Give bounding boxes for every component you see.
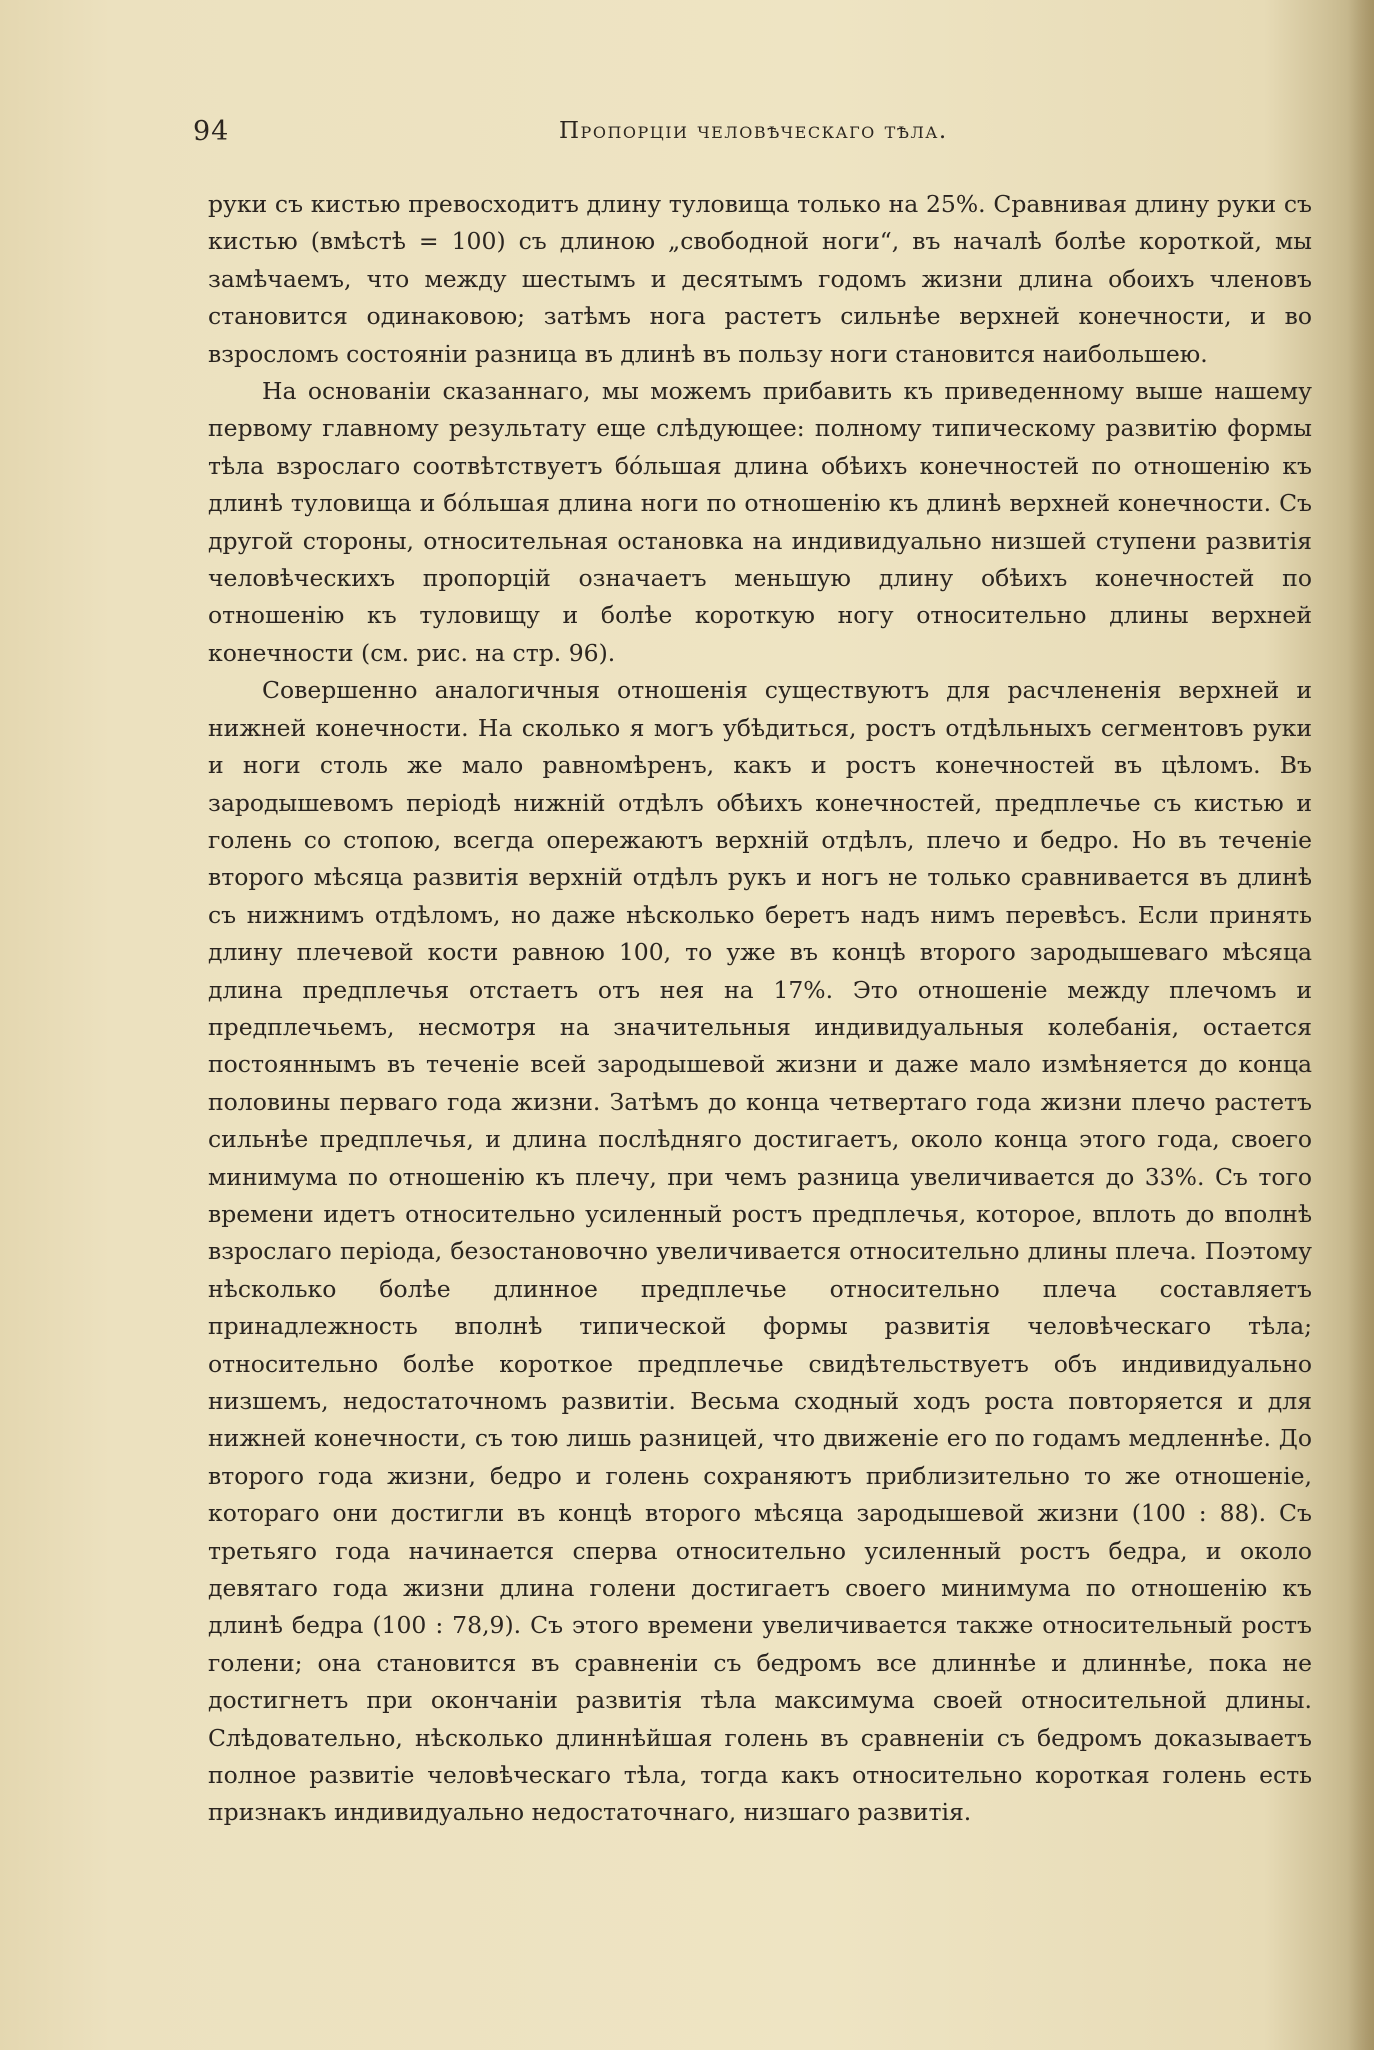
paragraph-continuation: руки съ кистью превосходитъ длину туловища только на 25%. Сравнивая длину руки съ кистью (вмѣстѣ = 100) съ длиною „свободной ноги“, въ началѣ болѣе короткой, мы замѣчаемъ, что между шестымъ и десятымъ годомъ жизни длина обоихъ членовъ становится одинаковою; затѣмъ нога растетъ сильнѣе верхней конечности, и во взросломъ состояніи разница въ длинѣ въ пользу ноги становится наибольшею.	[208, 190, 1312, 368]
body-text	[208, 186, 1312, 1832]
page-number: 94	[193, 116, 230, 147]
paragraph: На основаніи сказаннаго, мы можемъ прибавить къ приведенному выше нашему первому главному результату еще слѣдующее: полному типическому развитію формы тѣла взрослаго соотвѣтствуетъ бо́льшая длина обѣихъ конечностей по отношенію къ длинѣ туловища и бо́льшая длина ноги по отношенію къ длинѣ верхней конечности. Съ другой стороны, относительная остановка на индивидуально низшей ступени развитія человѣческихъ пропорцій означаетъ меньшую длину обѣихъ конечностей по отношенію къ туловищу и болѣе короткую ногу относительно длины верхней конечности (см. рис. на стр. 96).	[208, 377, 1312, 667]
running-title: Пропорціи человѣческаго тѣла.	[559, 118, 948, 144]
page-binding-shadow	[1348, 0, 1374, 2050]
paragraph: Совершенно аналогичныя отношенія существуютъ для расчлененія верхней и нижней конечности. На сколько я могъ убѣдиться, ростъ отдѣльныхъ сегментовъ руки и ноги столь же мало равномѣренъ, какъ и ростъ конечностей въ цѣломъ. Въ зародышевомъ періодѣ нижній отдѣлъ обѣихъ конечностей, предплечье съ кистью и голень со стопою, всегда опережаютъ верхній отдѣлъ, плечо и бедро. Но въ теченіе второго мѣсяца развитія верхній отдѣлъ рукъ и ногъ не только сравнивается въ длинѣ съ нижнимъ отдѣломъ, но даже нѣсколько беретъ надъ нимъ перевѣсъ. Если принять длину плечевой кости равною 100, то уже въ концѣ второго зародышеваго мѣсяца длина предплечья отстаетъ отъ нея на 17%. Это отношеніе между плечомъ и предплечьемъ, несмотря на значительныя индивидуальныя колебанія, остается постояннымъ въ теченіе всей зародышевой жизни и даже мало измѣняется до конца половины перваго года жизни. Затѣмъ до конца четвертаго года жизни плечо растетъ сильнѣе предплечья, и длина послѣдняго достигаетъ, около конца этого года, своего минимума по отношенію къ плечу, при чемъ разница увеличивается до 33%. Съ того времени идетъ относительно усиленный ростъ предплечья, которое, вплоть до вполнѣ взрослаго періода, безостановочно увеличивается относительно длины плеча. Поэтому нѣсколько болѣе длинное предплечье относительно плеча составляетъ принадлежность вполнѣ типической формы развитія человѣческаго тѣла; относительно болѣе короткое предплечье свидѣтельствуетъ объ индивидуально низшемъ, недостаточномъ развитіи. Весьма сходный ходъ роста повторяется и для нижней конечности, съ тою лишь разницей, что движеніе его по годамъ медленнѣе. До второго года жизни, бедро и голень сохраняютъ приблизительно то же отношеніе, котораго они достигли въ концѣ второго мѣсяца зародышевой жизни (100 : 88). Съ третьяго года начинается сперва относительно усиленный ростъ бедра, и около девятаго года жизни длина голени достигаетъ своего минимума по отношенію къ длинѣ бедра (100 : 78,9). Съ этого времени увеличивается также относительный ростъ голени; она становится въ сравненіи съ бедромъ все длиннѣе и длиннѣе, пока не достигнетъ при окончаніи развитія тѣла максимума своей относительной длины. Слѣдовательно, нѣсколько длиннѣйшая голень въ сравненіи съ бедромъ доказываетъ полное развитіе человѣческаго тѣла, тогда какъ относительно короткая голень есть признакъ индивидуально недостаточнаго, низшаго развитія.	[208, 676, 1312, 1827]
running-header	[193, 116, 1315, 156]
